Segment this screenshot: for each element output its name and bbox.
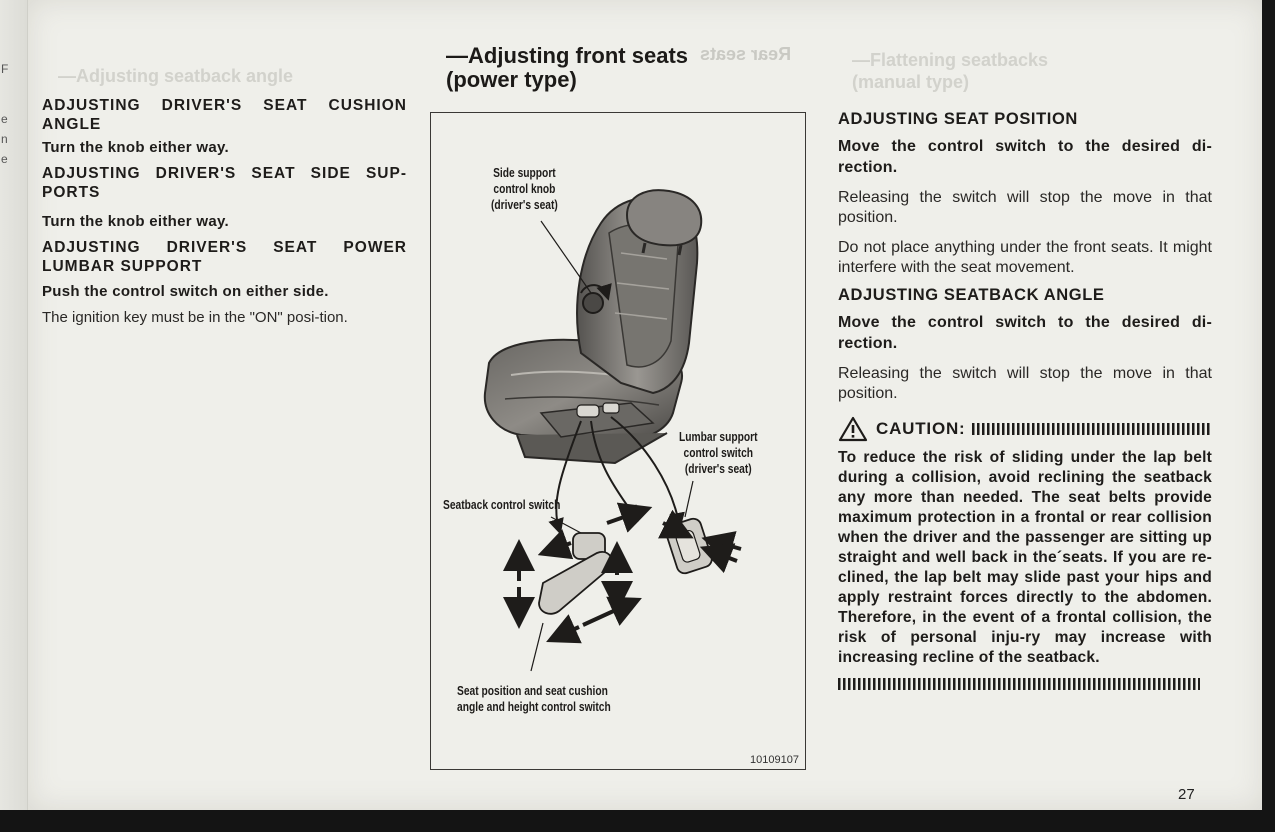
label-seatback-control-switch: Seatback control switch bbox=[443, 498, 561, 512]
lumbar-support-switch bbox=[663, 517, 741, 576]
section-title bbox=[446, 44, 806, 92]
ghost-text: (manual type) bbox=[852, 72, 970, 92]
caution-rule bbox=[972, 423, 1213, 435]
ghost-text: —Flattening seatbacks bbox=[852, 50, 1049, 70]
ghost-text: —Adjusting seatback angle bbox=[58, 66, 294, 86]
para-seat-position-release: Releasing the switch will stop the move in that position. bbox=[838, 189, 1212, 226]
instruction-seat-position: Move the control switch to the desired di-rection. bbox=[838, 138, 1212, 176]
ghost-text: Rear seats bbox=[700, 44, 792, 64]
seat-diagram bbox=[430, 112, 806, 770]
figure-code: 10109107 bbox=[750, 754, 799, 766]
section-title-line1: —Adjusting front seats bbox=[446, 43, 689, 68]
heading-seatback-angle: ADJUSTING SEATBACK ANGLE bbox=[838, 286, 1105, 304]
caution-header bbox=[838, 416, 1212, 442]
heading-side-supports: ADJUSTING DRIVER'S SEAT SIDE SUP-PORTS bbox=[42, 165, 407, 201]
instruction-lumbar: Push the control switch on either side. bbox=[42, 283, 329, 300]
seat-position-switch bbox=[519, 551, 631, 637]
heading-seat-cushion-angle: ADJUSTING DRIVER'S SEAT CUSHION ANGLE bbox=[42, 97, 407, 133]
label-side-support-knob: Side support control knob (driver's seat) bbox=[491, 166, 558, 212]
instruction-cushion: Turn the knob either way. bbox=[42, 139, 229, 156]
previous-page-edge: F e n e bbox=[0, 0, 28, 810]
label-lumbar-support-switch: Lumbar support control switch (driver's seat) bbox=[679, 430, 758, 476]
para-seatback-release: Releasing the switch will stop the move in that position. bbox=[838, 365, 1212, 402]
bottom-shadow bbox=[0, 810, 1275, 832]
para-seat-position-warning: Do not place anything under the front seats. It might interfere with the seat movement. bbox=[838, 239, 1212, 276]
caution-label: CAUTION: bbox=[876, 419, 966, 438]
caution-end-rule bbox=[838, 678, 1200, 690]
heading-lumbar-support: ADJUSTING DRIVER'S SEAT POWER LUMBAR SUPPORT bbox=[42, 239, 407, 275]
heading-seat-position: ADJUSTING SEAT POSITION bbox=[838, 110, 1078, 128]
note-ignition-key: The ignition key must be in the "ON" posi-tion. bbox=[42, 309, 348, 326]
side-support-knob bbox=[583, 293, 603, 313]
side-knob-leader bbox=[541, 221, 591, 293]
page-number: 27 bbox=[1178, 786, 1195, 803]
warning-triangle-icon bbox=[838, 416, 868, 442]
left-column bbox=[42, 96, 407, 327]
label-seat-position-switch: Seat position and seat cushion angle and height control switch bbox=[457, 684, 611, 714]
right-column bbox=[838, 108, 1212, 690]
seatback-control-switch bbox=[549, 511, 641, 559]
right-edge-shadow bbox=[1262, 0, 1275, 832]
instruction-side-supports: Turn the knob either way. bbox=[42, 213, 229, 230]
instruction-seatback-angle: Move the control switch to the desired di-rection. bbox=[838, 314, 1212, 352]
caution-text: To reduce the risk of sliding under the lap belt during a collision, avoid reclining the seatback any more than needed. The seat belts provide maximum protection in a frontal or rear collision when the driver and the passenger are sitting up straight and well back in the´seats. If you are re-clined, the lap belt may slide past your hips and apply restraint forces directly to the abdomen. Therefore, in the event of a frontal collision, the risk of personal inju-ry may increase with increasing recline of the seatback. bbox=[838, 449, 1212, 666]
section-title-line2: (power type) bbox=[446, 67, 577, 92]
